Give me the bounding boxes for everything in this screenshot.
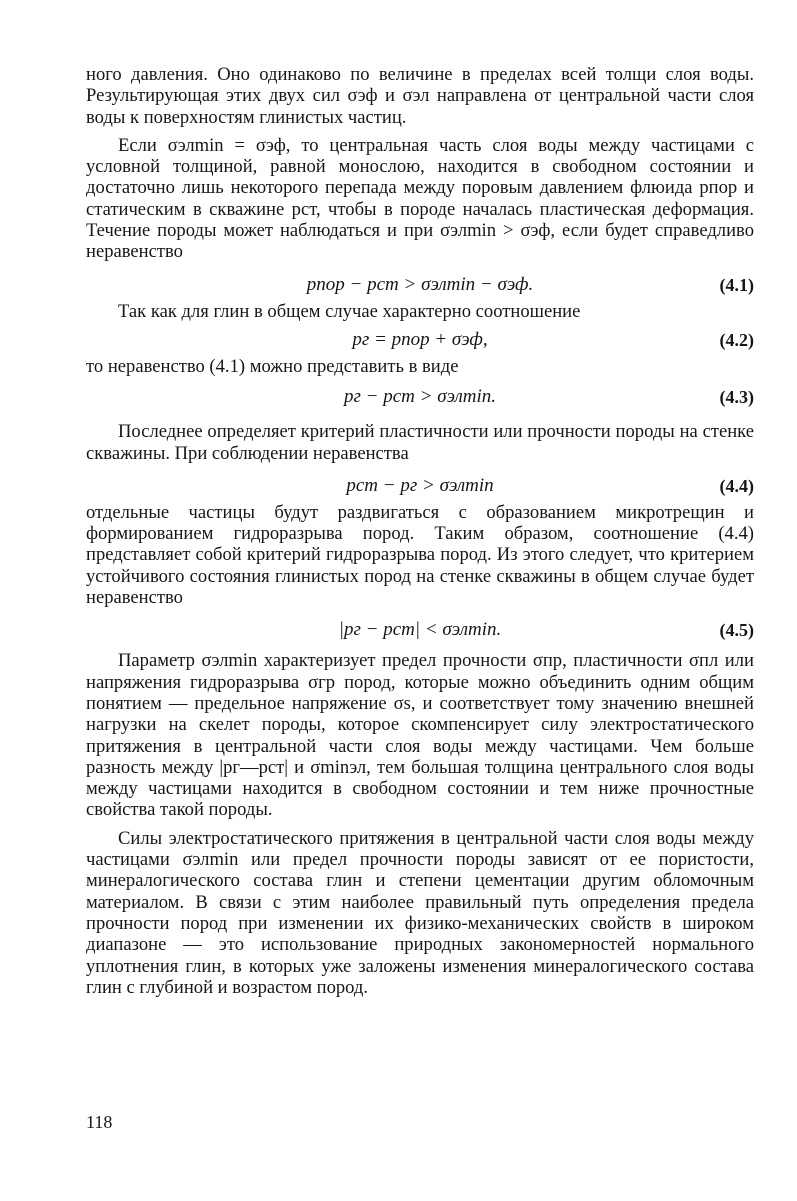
equation-number: (4.2) [719,329,754,350]
paragraph-3: Так как для глин в общем случае характерно соотношение [118,300,581,322]
paragraph-1: ного давления. Оно одинаково по величине в пределах всей толщи слоя воды. Результирующая этих двух сил σэф и σэл направлена от центральной части слоя воды к поверхностям глинистых частиц. [86,64,754,128]
equation-4-1 [86,269,754,301]
paragraph-5: Последнее определяет критерий пластичности или прочности породы на стенке скважины. При соблюдении неравенства [86,421,754,464]
paragraph-8: Силы электростатического притяжения в центральной части слоя воды между частицами σэлmin или предел прочности породы зависят от ее пористости, минералогического состава глин и степени цементации другим обломочным материалом. В связи с этим наиболее правильный путь определения предела прочности пород при изменении их физико-механических свойств в широком диапазоне — это использование природных закономерностей нормального уплотнения глин, в которых уже заложены изменения минералогического состава глин с глубиной и возрастом пород. [86,827,754,998]
page-number: 118 [86,1112,113,1132]
equation-formula: |pг − pст| < σэлmin. [338,619,502,641]
page-body [86,64,754,998]
equation-formula: pст − pг > σэлmin [346,474,494,496]
equation-number: (4.3) [719,387,754,408]
paragraph-7: Параметр σэлmin характеризует предел прочности σпр, пластичности σпл или напряжения гидроразрыва σгр пород, которые можно объединить одним общим понятием — предельное напряжение σs, и соответствует тому значению внешней нагрузки на скелет породы, которое скомпенсирует силу электростатического притяжения в центральной части слоя воды между частицами. Чем больше разность между |pг—pст| и σminэл, тем большая толщина центрального слоя воды между частицами находится в свободном состоянии и тем ниже прочностные свойства такой породы. [86,650,754,821]
equation-number: (4.4) [719,475,754,496]
equation-4-2 [86,324,754,356]
paragraph-4: то неравенство (4.1) можно представить в виде [86,355,459,377]
paragraph-6: отдельные частицы будут раздвигаться с образованием микротрещин и формированием гидроразрыва пород. Таким образом, соотношение (4.4) представляет собой критерий гидроразрыва пород. Из этого следует, что критерием устойчивого состояния глинистых пород на стенке скважины в общем случае будет неравенство [86,501,754,609]
equation-number: (4.5) [719,620,754,641]
equation-number: (4.1) [719,274,754,295]
equation-4-3 [86,381,754,413]
equation-formula: pг = pпор + σэф, [352,328,488,350]
equation-4-4 [86,470,754,502]
paragraph-2: Если σэлmin = σэф, то центральная часть слоя воды между частицами с условной толщиной, равной монослою, находится в свободном состоянии и достаточно лишь некоторого перепада между поровым давлением флюида pпор и статическим в скважине pст, чтобы в породе началась пластическая деформация. Течение породы может наблюдаться и при σэлmin > σэф, если будет справедливо неравенство [86,134,754,263]
equation-formula: pг − pст > σэлmin. [343,386,497,408]
equation-4-5 [86,614,754,646]
equation-formula: pпор − pст > σэлmin − σэф. [306,273,534,295]
